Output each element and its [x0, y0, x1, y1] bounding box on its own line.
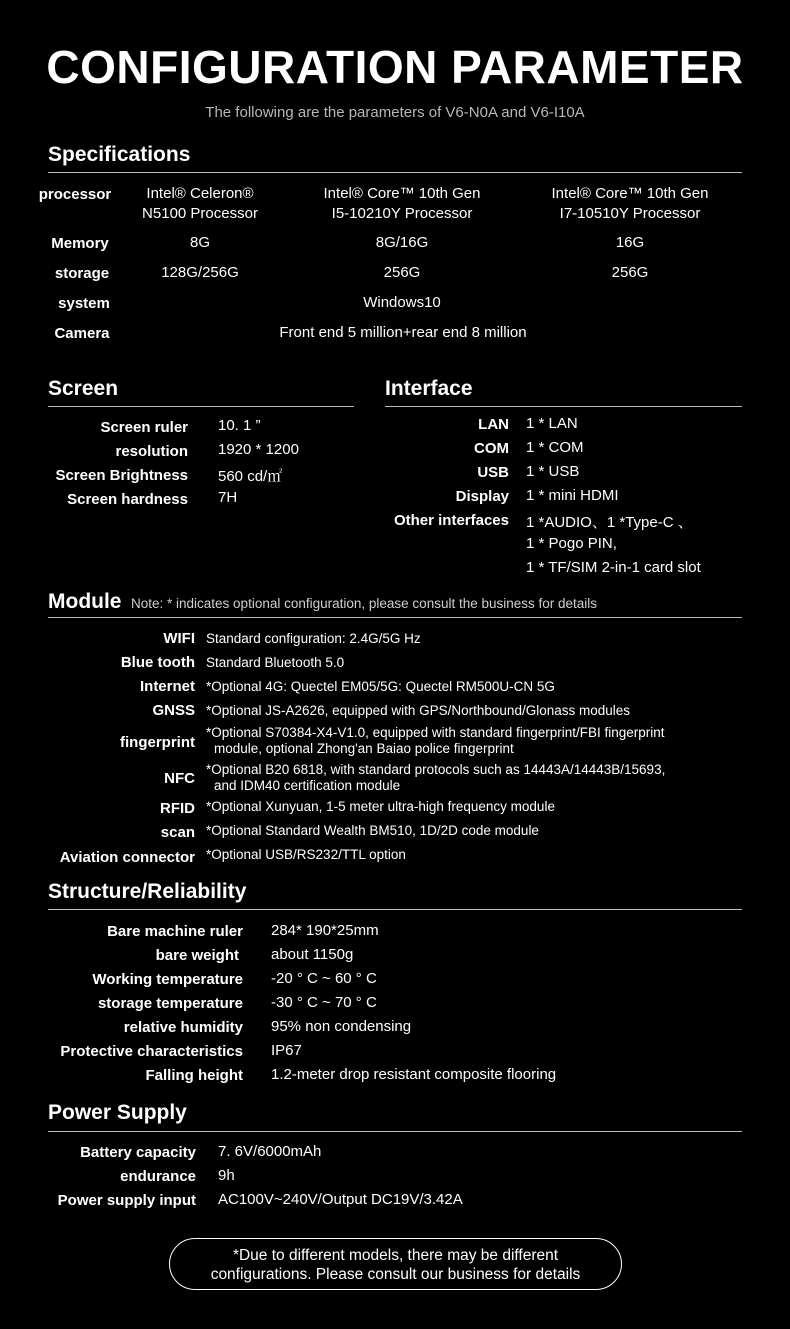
power-divider: [48, 1131, 742, 1132]
module-divider: [48, 617, 742, 618]
interface-divider: [385, 406, 742, 407]
interface-heading: Interface: [385, 377, 473, 400]
lan-value: 1 * LAN: [526, 415, 578, 432]
nfc-value-cont: and IDM40 certification module: [214, 778, 401, 793]
aviation-connector-value: *Optional USB/RS232/TTL option: [206, 847, 406, 862]
battery-capacity-label: Battery capacity: [80, 1144, 196, 1161]
com-value: 1 * COM: [526, 439, 584, 456]
nfc-label: NFC: [164, 770, 195, 787]
storage-label: storage: [54, 265, 110, 282]
wifi-value: Standard configuration: 2.4G/5G Hz: [206, 631, 421, 646]
gnss-label: GNSS: [152, 702, 195, 719]
screen-ruler-value: 10. 1 ”: [218, 417, 261, 434]
power-supply-input-label: Power supply input: [57, 1192, 196, 1209]
screen-brightness-label: Screen Brightness: [55, 467, 188, 484]
endurance-value: 9h: [218, 1167, 235, 1184]
scan-value: *Optional Standard Wealth BM510, 1D/2D code module: [206, 823, 539, 838]
power-supply-input-value: AC100V~240V/Output DC19V/3.42A: [218, 1191, 463, 1208]
wifi-label: WIFI: [163, 630, 195, 647]
usb-label: USB: [477, 464, 509, 481]
display-value: 1 * mini HDMI: [526, 487, 619, 504]
com-label: COM: [474, 440, 509, 457]
module-note: Note: * indicates optional configuration, please consult the business for details: [131, 596, 598, 611]
processor-i5-line1: Intel® Core™ 10th Gen: [323, 185, 481, 202]
protective-characteristics-value: IP67: [271, 1042, 302, 1059]
nfc-value: *Optional B20 6818, with standard protocols such as 14443A/14443B/15693,: [206, 762, 666, 777]
relative-humidity-label: relative humidity: [123, 1019, 243, 1036]
working-temperature-value: -20 ° C ~ 60 ° C: [271, 970, 377, 987]
power-heading: Power Supply: [48, 1101, 187, 1124]
camera-value: Front end 5 million+rear end 8 million: [279, 324, 527, 341]
lan-label: LAN: [478, 416, 509, 433]
bare-machine-ruler-value: 284* 190*25mm: [271, 922, 379, 939]
page-title: CONFIGURATION PARAMETER: [46, 41, 744, 93]
system-label: system: [58, 295, 110, 312]
bare-machine-ruler-label: Bare machine ruler: [107, 923, 243, 940]
footer-note: [169, 1238, 622, 1290]
internet-value: *Optional 4G: Quectel EM05/5G: Quectel RM500U-CN 5G: [206, 679, 555, 694]
screen-heading: Screen: [48, 377, 119, 400]
other-interfaces-value: 1 *AUDIO、1 *Type-C 、: [526, 514, 693, 531]
relative-humidity-value: 95% non condensing: [271, 1018, 412, 1035]
camera-label: Camera: [54, 325, 110, 342]
module-heading: Module: [48, 590, 122, 613]
bluetooth-label: Blue tooth: [120, 654, 195, 671]
rfid-label: RFID: [160, 800, 195, 817]
fingerprint-label: fingerprint: [120, 734, 195, 751]
processor-n5100-line1: Intel® Celeron®: [146, 185, 254, 202]
specifications-heading: Specifications: [48, 143, 191, 166]
scan-label: scan: [160, 824, 195, 841]
bluetooth-value: Standard Bluetooth 5.0: [206, 655, 345, 670]
resolution-label: resolution: [115, 443, 188, 460]
falling-height-value: 1.2-meter drop resistant composite flooring: [271, 1066, 557, 1083]
resolution-value: 1920 * 1200: [218, 441, 299, 458]
endurance-label: endurance: [120, 1168, 196, 1185]
memory-i5: 8G/16G: [375, 234, 429, 251]
memory-n5100: 8G: [189, 234, 210, 251]
screen-hardness-label: Screen hardness: [67, 491, 188, 508]
other-interfaces-pogo: 1 * Pogo PIN,: [526, 535, 617, 552]
bare-weight-label: bare weight: [155, 947, 239, 964]
page-subtitle: The following are the parameters of V6-N0A and V6-I10A: [205, 104, 585, 121]
gnss-value: *Optional JS-A2626, equipped with GPS/Northbound/Glonass modules: [206, 703, 631, 718]
fingerprint-value-cont: module, optional Zhong'an Baiao police fingerprint: [214, 741, 514, 756]
footer-note-line1: *Due to different models, there may be different: [232, 1247, 559, 1264]
system-value: Windows10: [363, 294, 441, 311]
processor-label: processor: [38, 186, 112, 203]
screen-divider: [48, 406, 354, 407]
bare-weight-value: about 1150g: [271, 946, 354, 963]
screen-brightness-value: 560 cd/㎡: [218, 468, 283, 485]
storage-temperature-label: storage temperature: [97, 995, 243, 1012]
storage-temperature-value: -30 ° C ~ 70 ° C: [271, 994, 377, 1011]
other-interfaces-label: Other interfaces: [393, 512, 509, 529]
protective-characteristics-label: Protective characteristics: [60, 1043, 243, 1060]
usb-value: 1 * USB: [526, 463, 580, 480]
rfid-value: *Optional Xunyuan, 1-5 meter ultra-high frequency module: [206, 799, 555, 814]
memory-label: Memory: [51, 235, 109, 252]
footer-note-line2: configurations. Please consult our business for details: [210, 1266, 581, 1283]
memory-i7: 16G: [615, 234, 645, 251]
structure-heading: Structure/Reliability: [48, 880, 247, 903]
internet-label: Internet: [139, 678, 195, 695]
aviation-connector-label: Aviation connector: [59, 849, 195, 866]
screen-ruler-label: Screen ruler: [100, 419, 188, 436]
specifications-divider: [48, 172, 742, 173]
working-temperature-label: Working temperature: [92, 971, 243, 988]
storage-i5: 256G: [383, 264, 421, 281]
falling-height-label: Falling height: [145, 1067, 243, 1084]
fingerprint-value: *Optional S70384-X4-V1.0, equipped with standard fingerprint/FBI fingerprint: [206, 725, 665, 740]
display-label: Display: [455, 488, 509, 505]
processor-i7-line2: I7-10510Y Processor: [559, 205, 701, 222]
processor-i7-line1: Intel® Core™ 10th Gen: [551, 185, 709, 202]
structure-divider: [48, 909, 742, 910]
screen-hardness-value: 7H: [218, 489, 238, 506]
battery-capacity-value: 7. 6V/6000mAh: [218, 1143, 322, 1160]
other-interfaces-card-slot: 1 * TF/SIM 2-in-1 card slot: [526, 559, 701, 576]
processor-i5-line2: I5-10210Y Processor: [331, 205, 473, 222]
storage-n5100: 128G/256G: [161, 264, 239, 281]
processor-n5100-line2: N5100 Processor: [142, 205, 258, 222]
storage-i7: 256G: [611, 264, 649, 281]
